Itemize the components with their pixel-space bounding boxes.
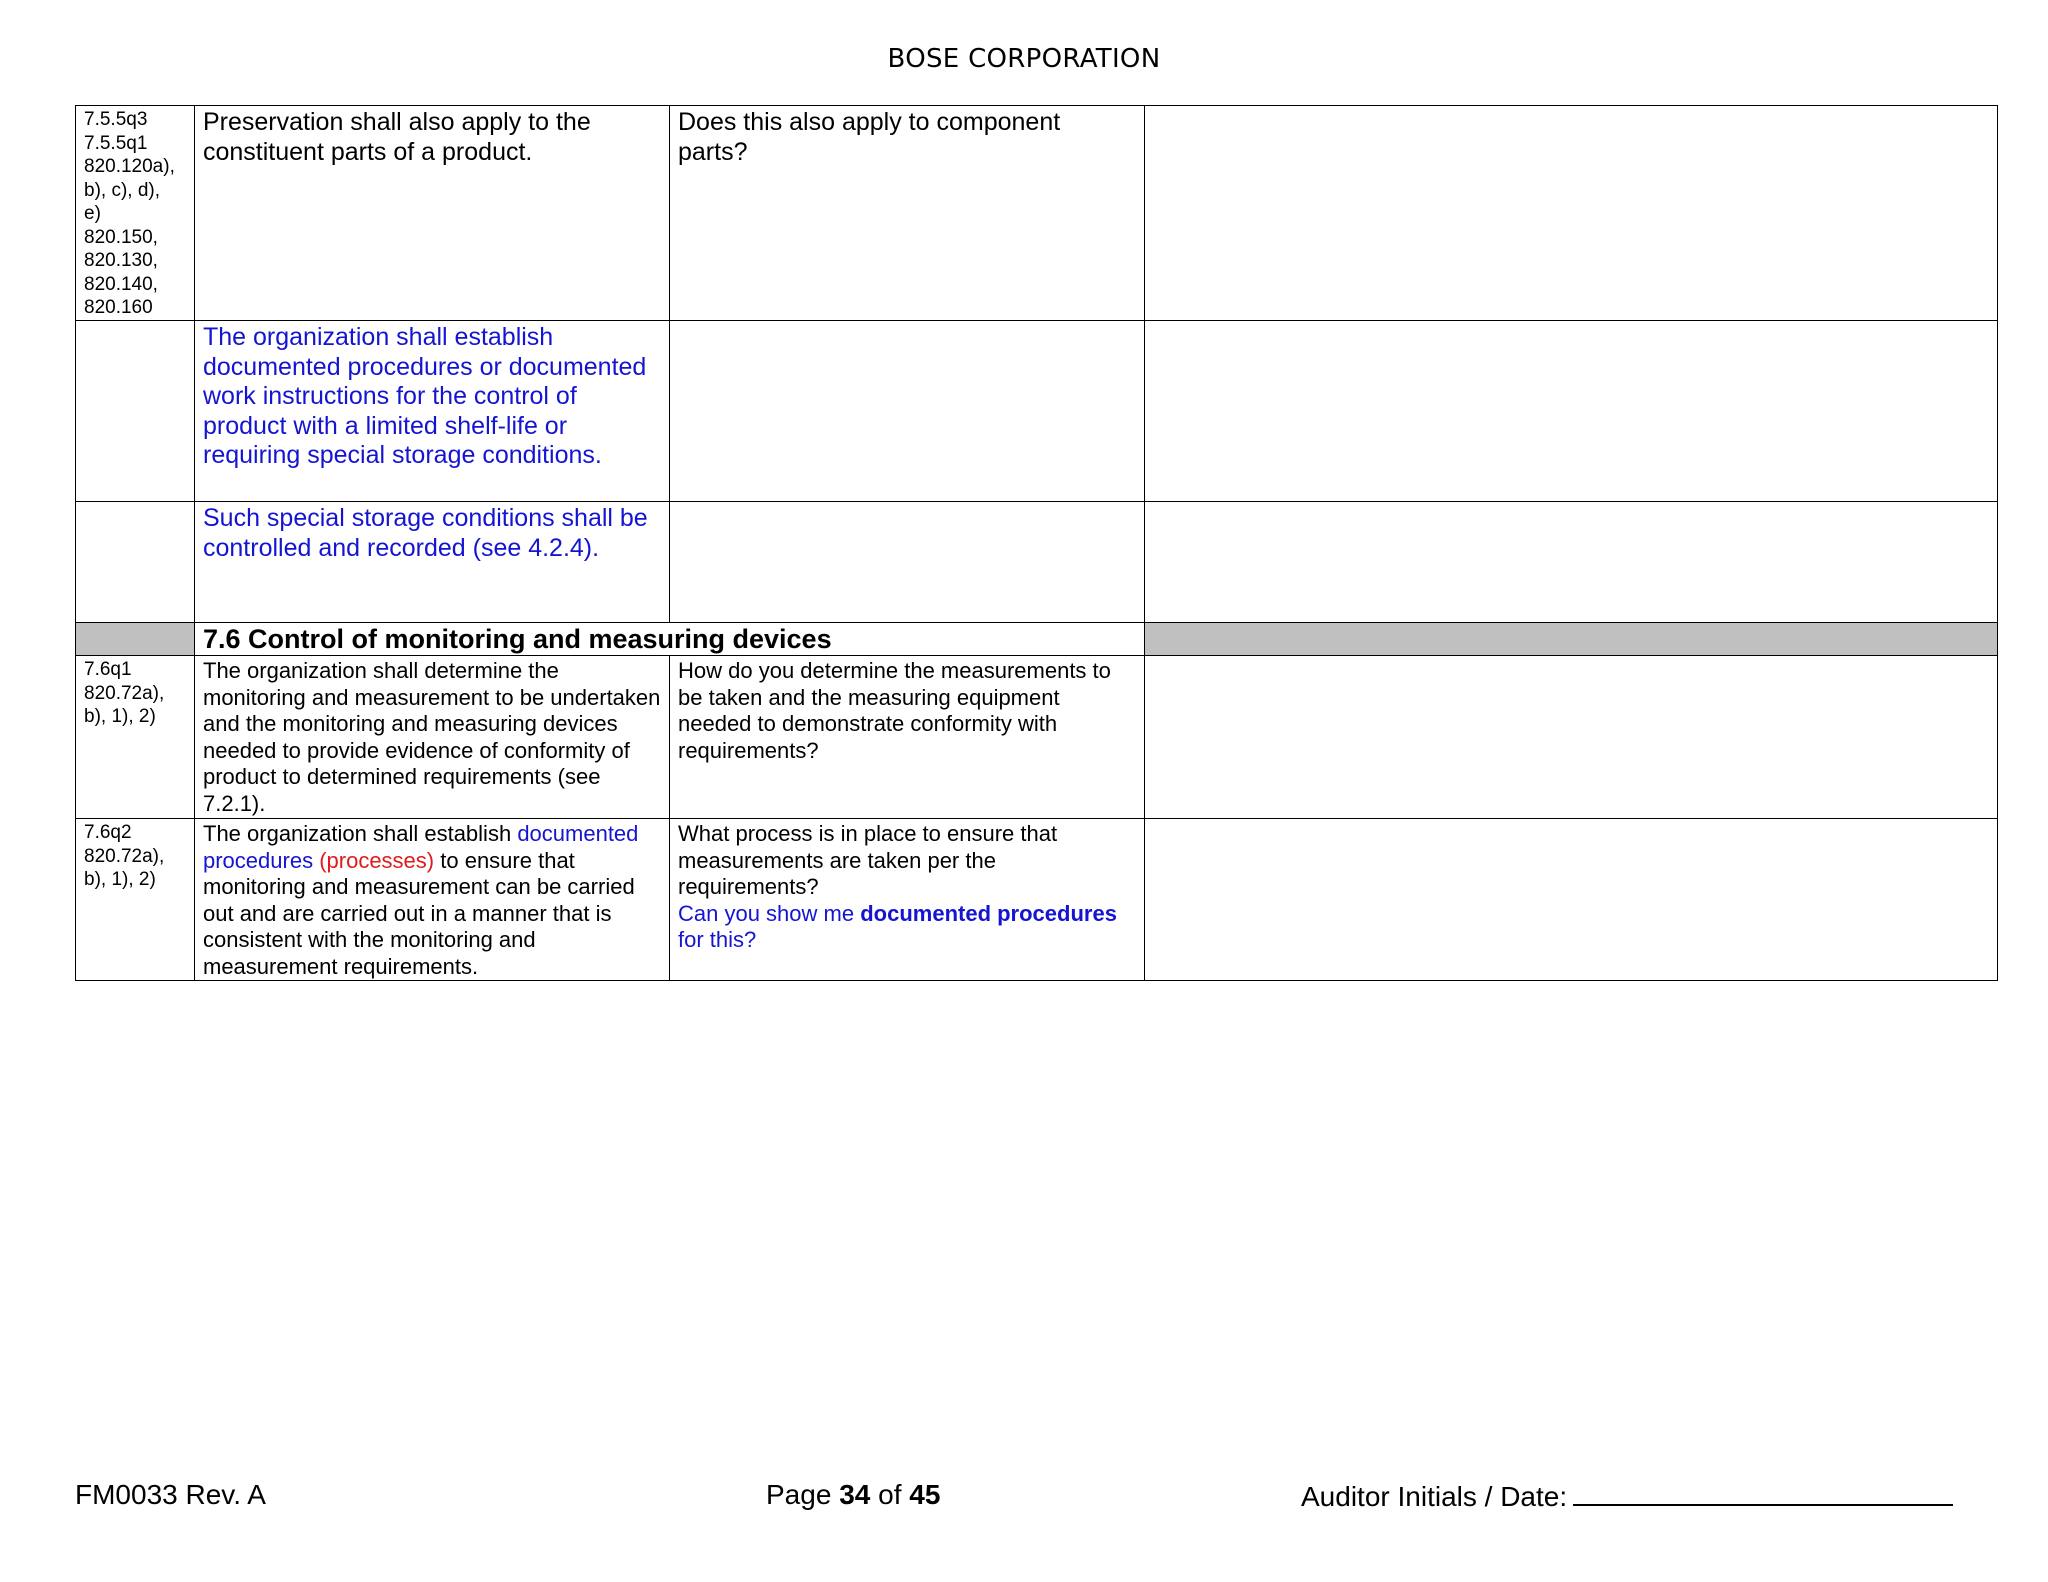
table-row — [76, 321, 1998, 502]
reference-line: 820.120a), — [84, 156, 175, 177]
reference-line: 820.150, — [84, 226, 158, 248]
form-id: FM0033 Rev. A — [75, 1479, 266, 1510]
reference-cell — [76, 321, 195, 502]
requirement-text: Preservation shall also apply to the constituent parts of a product. — [203, 108, 591, 166]
reference-line: 820.72a), — [84, 845, 165, 867]
reference-cell — [76, 502, 195, 623]
question-text: What process is in place to ensure that measurements are taken per the requirements? — [678, 821, 1058, 899]
question-cell — [670, 656, 1145, 819]
notes-cell[interactable] — [1145, 321, 1998, 502]
reference-line: e) — [84, 203, 101, 224]
requirement-text-part: The organization shall establish — [203, 821, 512, 846]
requirement-text: The organization shall establish documented procedures or documented work instructions for the control of product with a limited shelf-life or requiring special storage conditions. — [203, 323, 647, 469]
question-cell — [670, 819, 1145, 981]
section-title: 7.6 Control of monitoring and measuring devices — [203, 624, 832, 654]
reference-line: 820.72a), — [84, 682, 165, 704]
audit-checklist-table — [75, 105, 1998, 981]
page-number — [766, 1478, 940, 1512]
reference-line: 820.140, — [84, 273, 158, 295]
table-row — [76, 819, 1998, 981]
reference-line: 7.6q2 — [84, 822, 132, 843]
question-followup-part: for this? — [678, 927, 757, 952]
reference-cell — [76, 656, 195, 819]
requirement-text-part: to ensure that monitoring and measurement can be carried out and are carried out in a manner that is consistent with the monitoring and measurement requirements. — [203, 847, 635, 979]
section-heading-row — [76, 623, 1998, 656]
requirement-text-annotation: (processes) — [319, 847, 435, 873]
requirement-text-highlight: documented procedures — [203, 821, 639, 873]
question-followup-part: Can you show me — [678, 900, 855, 926]
notes-cell[interactable] — [1145, 819, 1998, 981]
table-row — [76, 502, 1998, 623]
question-cell — [670, 106, 1145, 321]
requirement-cell — [195, 502, 670, 623]
reference-cell — [76, 819, 195, 981]
reference-line: 820.160 — [84, 297, 153, 318]
requirement-text: The organization shall determine the monitoring and measurement to be undertaken and the monitoring and measuring devices needed to provide evidence of conformity of product to determined requirements (see 7.2.1). — [203, 658, 661, 816]
requirement-cell — [195, 321, 670, 502]
auditor-signoff — [1301, 1478, 1953, 1514]
reference-line: 7.6q1 — [84, 659, 132, 680]
question-text: Does this also apply to component parts? — [678, 108, 1061, 166]
reference-line: 820.130, — [84, 250, 158, 271]
question-followup — [678, 901, 1136, 954]
section-shade-cell — [76, 623, 195, 656]
notes-cell[interactable] — [1145, 656, 1998, 819]
page-current: 34 — [839, 1479, 871, 1510]
question-followup-emphasis: documented procedures — [860, 900, 1117, 926]
requirement-cell — [195, 819, 670, 981]
reference-line: 7.5.5q1 — [84, 132, 148, 154]
page-total: 45 — [909, 1479, 941, 1510]
page-of-label: of — [878, 1479, 902, 1510]
table-row — [76, 106, 1998, 321]
table-row — [76, 656, 1998, 819]
question-cell — [670, 502, 1145, 623]
notes-cell[interactable] — [1145, 106, 1998, 321]
page-header: BOSE CORPORATION — [887, 44, 1161, 74]
question-text: How do you determine the measurements to be taken and the measuring equipment needed to demonstrate conformity with requirements? — [678, 658, 1111, 763]
requirement-cell — [195, 106, 670, 321]
requirement-cell — [195, 656, 670, 819]
section-shade-cell — [1145, 623, 1998, 656]
reference-line: b), c), d), — [84, 179, 161, 201]
page-label: Page — [766, 1479, 832, 1510]
reference-line: b), 1), 2) — [84, 706, 156, 727]
reference-cell — [76, 106, 195, 321]
auditor-label: Auditor Initials / Date: — [1301, 1481, 1568, 1512]
reference-line: b), 1), 2) — [84, 869, 156, 890]
reference-line: 7.5.5q3 — [84, 109, 148, 130]
requirement-text: Such special storage conditions shall be controlled and recorded (see 4.2.4). — [203, 504, 648, 562]
notes-cell[interactable] — [1145, 502, 1998, 623]
section-title-cell — [195, 623, 1145, 656]
auditor-signature-line[interactable] — [1573, 1478, 1953, 1506]
question-cell — [670, 321, 1145, 502]
